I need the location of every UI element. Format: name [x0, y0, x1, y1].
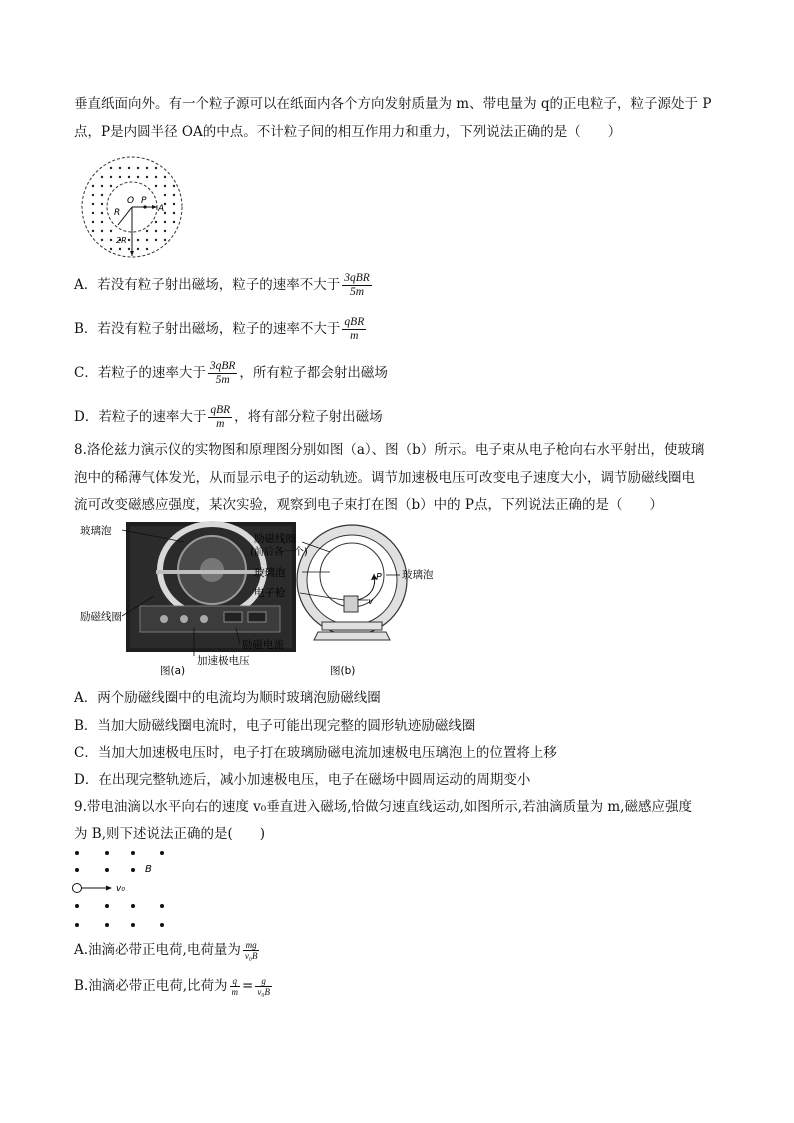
field-dot: [173, 212, 175, 214]
q7-label-P: P: [141, 196, 147, 206]
fig-a-current-label: 励磁电流: [242, 639, 284, 651]
fig-a-bulb-label: 玻璃泡: [80, 525, 112, 537]
field-dot: [164, 194, 166, 196]
field-dot: [119, 176, 121, 178]
q9-stem-line-2: 为 B,则下述说法正确的是( ): [74, 826, 266, 842]
field-dot: [164, 239, 166, 241]
q7-option-b-fraction: $\frac{\text{qBR}}{m}$: [344, 316, 365, 342]
fig-b-gun-label: 电子枪: [254, 587, 286, 599]
field-dot: [155, 230, 157, 232]
field-dot: [137, 167, 139, 169]
q9-stem-line-1: 9.带电油滴以水平向右的速度 v₀垂直进入磁场,恰做匀速直线运动,如图所示,若油滴质量为 m,磁感应强度: [74, 799, 692, 815]
field-dot: [101, 239, 103, 241]
q8-stem-line-3: 流可改变磁感应强度，某次实验，观察到电子束打在图（b）中的 P点，下列说法正确的是（ ）: [74, 497, 664, 513]
field-dot: [92, 221, 94, 223]
field-dot: [128, 176, 130, 178]
field-dot: [92, 185, 94, 187]
fig-b-coil-note: (前后各一个): [250, 547, 308, 558]
q7-stem-line-1: 垂直纸面向外。有一个粒子源可以在纸面内各个方向发射质量为 m、带电量为 q的正电粒子，粒子源处于 P: [74, 96, 712, 112]
field-dot: [164, 185, 166, 187]
field-dot: [101, 203, 103, 205]
field-dot: [110, 230, 112, 232]
field-dot: [128, 248, 130, 250]
q7-stem-line-2: 点，P是内圆半径 OA的中点。不计粒子间的相互作用力和重力，下列说法正确的是（ ）: [74, 124, 622, 140]
field-dot: [110, 248, 112, 250]
fig-a-caption: 图(a): [160, 665, 186, 677]
field-dot: [101, 221, 103, 223]
field-dot: [146, 248, 148, 250]
q7-option-a-text: A．若没有粒子射出磁场，粒子的速率不大于: [74, 277, 341, 293]
q8-figure-b: [250, 520, 450, 680]
q9-option-b: B.油滴必带正电荷,比荷为 $\frac{q}{m}$ = $\frac{g}{\text{v₀B}}$: [74, 976, 270, 997]
field-dot: [146, 239, 148, 241]
field-dot: [146, 230, 148, 232]
field-dot: [110, 176, 112, 178]
fig-b-coil-label: 励磁线圈: [254, 533, 296, 545]
q7-option-b: [74, 316, 368, 343]
field-dot: [101, 194, 103, 196]
field-dot: [119, 248, 121, 250]
q9-option-b-fraction: $\frac{g}{\text{v₀B}}$: [257, 976, 270, 997]
q7-magnetic-field-figure: [76, 155, 191, 260]
q7-option-c: C．若粒子的速率大于 $\frac{\text{3qBR}}{5m}$ ，所有粒子都会射出磁场: [74, 360, 388, 386]
field-dot: [164, 230, 166, 232]
fig-b-v-label: v: [368, 597, 374, 607]
q8-stem-line-2: 泡中的稀薄气体发光，从而显示电子的运动轨迹。调节加速极电压可改变电子速度大小，调节励磁线圈电: [74, 470, 695, 486]
q7-option-a: [74, 272, 374, 299]
field-dot: [164, 176, 166, 178]
q9-option-b-ratio: $\frac{q}{m}$: [231, 976, 239, 997]
fig-a-coil-label: 励磁线圈: [80, 611, 122, 623]
fig-b-bulb-left-label: 玻璃泡: [254, 567, 286, 579]
q9-option-a-text: A.油滴必带正电荷,电荷量为: [74, 942, 241, 958]
fig-b-P-label: P: [376, 572, 382, 583]
q8-option-c: C．当加大加速极电压时，电子打在玻璃励磁电流加速极电压璃泡上的位置将上移: [74, 745, 557, 761]
q7-label-2R: 2R: [116, 236, 127, 245]
q7-label-O: O: [127, 196, 135, 206]
fig-b-caption: 图(b): [330, 665, 356, 677]
field-dot: [155, 221, 157, 223]
q7-option-c-fraction: $\frac{\text{3qBR}}{5m}$: [209, 360, 236, 386]
q9-magnetic-field-figure: [70, 846, 180, 932]
q7-option-d: D．若粒子的速率大于 $\frac{\text{qBR}}{m}$ ，将有部分粒子射出磁场: [74, 404, 383, 430]
field-dot: [119, 167, 121, 169]
q9-option-b-text: B.油滴必带正电荷,比荷为: [74, 978, 228, 994]
q8-option-b: B．当加大励磁线圈电流时，电子可能出现完整的圆形轨迹励磁线圈: [74, 718, 476, 734]
field-dot: [173, 221, 175, 223]
field-dot: [92, 203, 94, 205]
q7-option-d-fraction: $\frac{\text{qBR}}{m}$: [210, 404, 231, 430]
field-dot: [110, 185, 112, 187]
field-dot: [155, 176, 157, 178]
field-dot: [137, 248, 139, 250]
field-dot: [146, 167, 148, 169]
field-dot: [173, 194, 175, 196]
q9-label-B: B: [145, 864, 152, 875]
q7-label-R: R: [114, 208, 121, 218]
q8-stem-line-1: 8.洛伦兹力演示仪的实物图和原理图分别如图（a）、图（b）所示。电子束从电子枪向右水平射出，使玻璃: [74, 442, 705, 458]
field-dot: [173, 185, 175, 187]
q7-option-d-text: D．若粒子的速率大于: [74, 409, 207, 425]
field-dot: [128, 167, 130, 169]
q9-label-v0: v₀: [116, 884, 125, 894]
field-dot: [101, 212, 103, 214]
field-dot: [101, 230, 103, 232]
q7-option-a-fraction: $\frac{\text{3qBR}}{5m}$: [344, 272, 370, 298]
field-dot: [101, 176, 103, 178]
fig-a-voltage-label: 加速极电压: [197, 655, 250, 667]
field-dot: [101, 185, 103, 187]
field-dot: [155, 185, 157, 187]
q8-option-a: A．两个励磁线圈中的电流均为顺时玻璃泡励磁线圈: [74, 690, 381, 706]
field-dot: [173, 203, 175, 205]
field-dot: [155, 167, 157, 169]
q9-option-a: [74, 940, 261, 961]
field-dot: [110, 239, 112, 241]
fig-b-bulb-right-label: 玻璃泡: [402, 569, 434, 581]
field-dot: [155, 239, 157, 241]
q8-option-d: D．在出现完整轨迹后，减小加速极电压，电子在磁场中圆周运动的周期变小: [74, 772, 531, 788]
q7-label-A: A: [158, 204, 165, 214]
field-dot: [92, 194, 94, 196]
field-dot: [110, 167, 112, 169]
field-dot: [137, 239, 139, 241]
field-dot: [92, 212, 94, 214]
field-dot: [128, 239, 130, 241]
q9-option-a-fraction: $\frac{mg}{\text{v₀B}}$: [244, 940, 258, 961]
field-dot: [137, 176, 139, 178]
field-dot: [92, 230, 94, 232]
q7-option-c-text: C．若粒子的速率大于: [74, 365, 206, 381]
q7-option-b-text: B．若没有粒子射出磁场，粒子的速率不大于: [74, 321, 341, 337]
field-dot: [164, 221, 166, 223]
field-dot: [146, 176, 148, 178]
